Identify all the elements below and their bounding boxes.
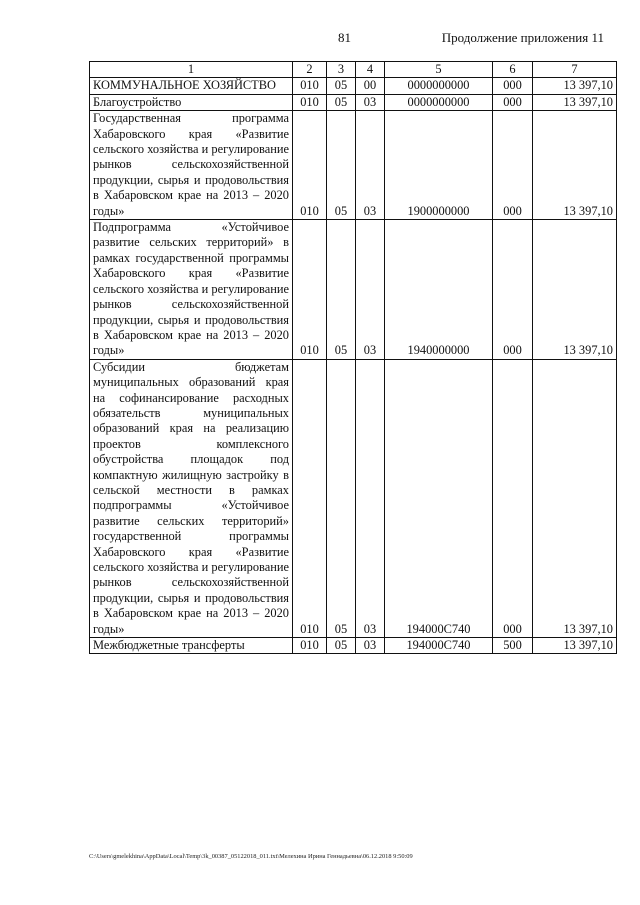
cell-amount: 13 397,10: [533, 111, 617, 220]
cell-section-code: 05: [327, 220, 356, 360]
table-row: [90, 94, 617, 110]
table-row: [90, 359, 617, 637]
cell-expense-type: 000: [493, 220, 533, 360]
column-header: 7: [533, 62, 617, 78]
cell-section-code: 05: [327, 638, 356, 654]
column-header: 6: [493, 62, 533, 78]
cell-expense-type: 000: [493, 78, 533, 94]
cell-amount: 13 397,10: [533, 638, 617, 654]
cell-ministry-code: 010: [293, 78, 327, 94]
cell-subsection-code: 03: [356, 111, 385, 220]
row-name: Субсидии бюджетам муниципальных образований края на софинансирование расходных обязательств муниципальных образований края на реализацию проектов комплексного обустройства площадок под компактную жилищную застройку в сельской местности в рамках подпрограммы «Устойчивое развитие сельских территорий» государственной программы Хабаровского края «Развитие сельского хозяйства и регулирование рынков сельскохозяйственной продукции, сырья и продовольствия в Хабаровском крае на 2013 – 2020 годы»: [90, 359, 293, 637]
cell-expense-type: 000: [493, 359, 533, 637]
cell-section-code: 05: [327, 94, 356, 110]
column-number-row: [90, 62, 617, 78]
cell-section-code: 05: [327, 78, 356, 94]
column-header: 2: [293, 62, 327, 78]
cell-subsection-code: 03: [356, 94, 385, 110]
cell-target-article: 0000000000: [385, 94, 493, 110]
cell-target-article: 1900000000: [385, 111, 493, 220]
column-header: 1: [90, 62, 293, 78]
cell-target-article: 0000000000: [385, 78, 493, 94]
cell-ministry-code: 010: [293, 638, 327, 654]
cell-target-article: 194000С740: [385, 638, 493, 654]
cell-expense-type: 000: [493, 111, 533, 220]
cell-subsection-code: 03: [356, 359, 385, 637]
column-header: 4: [356, 62, 385, 78]
cell-subsection-code: 03: [356, 638, 385, 654]
row-name: Межбюджетные трансферты: [90, 638, 293, 654]
cell-amount: 13 397,10: [533, 94, 617, 110]
cell-section-code: 05: [327, 359, 356, 637]
row-name: Государственная программа Хабаровского края «Развитие сельского хозяйства и регулирование рынков сельскохозяйственной продукции, сырья и продовольствия в Хабаровском крае на 2013 – 2020 годы»: [90, 111, 293, 220]
budget-table: [89, 61, 617, 654]
row-name: КОММУНАЛЬНОЕ ХОЗЯЙСТВО: [90, 78, 293, 94]
cell-subsection-code: 03: [356, 220, 385, 360]
table-row: [90, 220, 617, 360]
column-header: 5: [385, 62, 493, 78]
page-number: 81: [338, 30, 351, 45]
table-row: [90, 638, 617, 654]
table-row: [90, 78, 617, 94]
cell-ministry-code: 010: [293, 359, 327, 637]
cell-expense-type: 500: [493, 638, 533, 654]
cell-target-article: 1940000000: [385, 220, 493, 360]
cell-expense-type: 000: [493, 94, 533, 110]
cell-amount: 13 397,10: [533, 359, 617, 637]
cell-ministry-code: 010: [293, 220, 327, 360]
row-name: Подпрограмма «Устойчивое развитие сельских территорий» в рамках государственной программы Хабаровского края «Развитие сельского хозяйства и регулирование рынков сельскохозяйственной продукции, сырья и продовольствия в Хабаровском крае на 2013 – 2020 годы»: [90, 220, 293, 360]
appendix-continuation-label: Продолжение приложения 11: [441, 30, 604, 45]
cell-amount: 13 397,10: [533, 78, 617, 94]
row-name: Благоустройство: [90, 94, 293, 110]
cell-subsection-code: 00: [356, 78, 385, 94]
cell-section-code: 05: [327, 111, 356, 220]
cell-ministry-code: 010: [293, 111, 327, 220]
file-path-footer: C:\Users\gmelekhina\AppData\Local\Temp\3k_00387_05122018_011.txt\Мелехина Ирина Геннадьевна\06.12.2018 9:50:09: [89, 853, 413, 860]
column-header: 3: [327, 62, 356, 78]
cell-target-article: 194000С740: [385, 359, 493, 637]
table-row: [90, 111, 617, 220]
cell-amount: 13 397,10: [533, 220, 617, 360]
cell-ministry-code: 010: [293, 94, 327, 110]
